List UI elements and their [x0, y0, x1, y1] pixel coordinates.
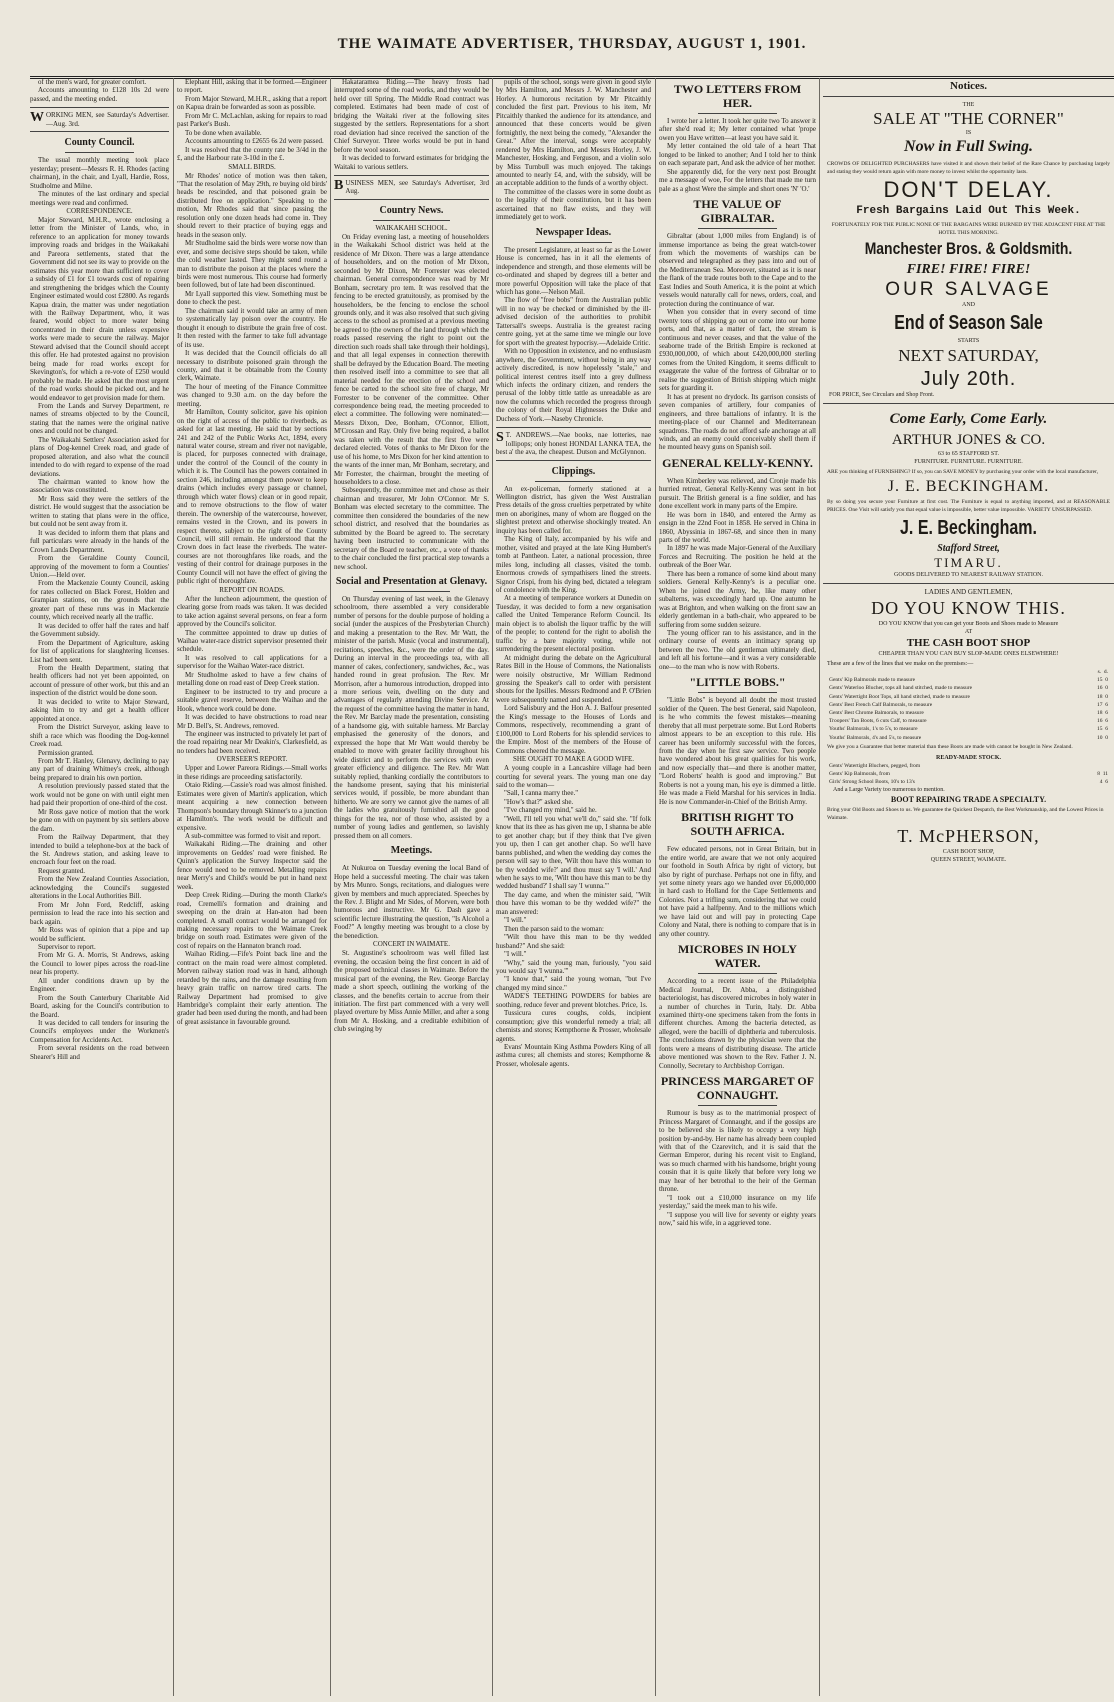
paragraph: Gibraltar (about 1,000 miles from England) is of immense importance as being the great watch-tower from which the movements of warships can be observed and telegraphed as they pass into and out of the Mediterranean Sea. Moreover, situated as it is near the flank of the trade routes both to the Cape and to the East Indies and South America, it is the point at which vessels would naturally call for news, orders, coal, and protection during the continuance of war.: [659, 232, 816, 308]
price-pence: 6: [1105, 710, 1108, 717]
price-row: [823, 725, 1114, 733]
notice-text: USINESS MEN, see Saturday's Advertiser, 3rd Aug.: [345, 178, 489, 196]
paragraph: The minutes of the last ordinary and special meetings were read and confirmed.: [30, 190, 169, 207]
paragraph: The usual monthly meeting took place yesterday; present—Messrs R. H. Rhodes (acting chairman), in the chair, and Lyall, Hardie, Ross, Studholme and Milne.: [30, 156, 169, 190]
price-item: Gents' Watertight Boot Tops, all hand stitched, made to measure: [829, 693, 970, 700]
price-pence: 0: [1105, 677, 1108, 684]
paragraph: A sub-committee was formed to visit and report.: [185, 831, 321, 840]
paragraph: It was decided to call tenders for insuring the Council's employees under the Workmen's Compensation for Accidents Act.: [30, 1019, 169, 1044]
section-heading: TWO LETTERS FROM HER.: [673, 82, 802, 110]
paragraph: The engineer was instructed to privately let part of the road repairing near Mr Deakin's, Clarkesfield, as no tenders had been received.: [177, 729, 327, 755]
paragraph: It was resolved that the county rate be 3/4d in the £, and the Harbour rate 3-10d in the £.: [177, 145, 327, 163]
heading-rule: [698, 1105, 777, 1106]
paragraph: In 1897 he was made Major-General of the Auxiliary Forces and Recruiting. The position he held at the outbreak of the Boer War.: [659, 544, 816, 570]
price-header-d: d.: [1103, 669, 1108, 675]
paragraph: The King of Italy, accompanied by his wife and mother, visited and prayed at the late King Humbert's tomb at Pantheon. Later, a national procession, three miles long, including all classes, visited the tomb. Enormous crowds of sympathisers lined the streets. Signor Crispi, from his dying bed, dictated a telegram of condolence with the King.: [496, 535, 651, 595]
paragraph: Supervisor to report.: [38, 942, 96, 951]
paragraph: "Sall, I canna marry thee.": [504, 789, 579, 798]
drop-cap: S: [496, 430, 504, 446]
section-heading: "LITTLE BOBS.": [689, 675, 786, 690]
ad-beckingham-bold: J. E. Beckingham.: [900, 517, 1037, 539]
paragraph: Rumour is busy as to the matrimonial prospect of Princess Margaret of Connaught, and if the gossips are to be believed she is likely to occupy a very high position by-and-by. Her name has already been coupled with that of the Czarevitch, and it is said that the German Emperor, during his recent visit to England, was so much charmed with his handsome, bright young cousin that it is quite likely that before very long we may hear of her betrothal to the heir of the German throne.: [659, 1109, 816, 1194]
notice: [334, 175, 489, 200]
ad-next-saturday: NEXT SATURDAY,: [898, 346, 1039, 365]
paragraph: "I will.": [504, 950, 527, 959]
paragraph: "Wilt thou have this man to be thy wedded husband?" And she said:: [496, 933, 651, 950]
section-heading: GENERAL KELLY-KENNY.: [662, 455, 813, 470]
paragraph: Waikakahi Riding.—The draining and other improvements on Geddes' road were finished. Re Quinn's application the Survey Inspector said the fence would need to be removed. Metalling repairs near Merry's and Child's would be put in hand next week.: [177, 840, 327, 891]
heading-rule: [698, 973, 777, 974]
price-shillings: 18: [1097, 693, 1103, 700]
column-rule: [330, 78, 331, 1696]
ad-bring-boots: Bring your Old Boots and Shoes to us. We guarantee the Quickest Despatch, the Best Workmanship, and the Lowest Prices in Waimate.: [827, 807, 1104, 822]
column-4: [496, 78, 651, 1694]
paragraph: "Little Bobs" is beyond all doubt the most trusted soldier of the Queen. The best General, said Napoleon, is he who commits the fewest mistakes—meaning thereby that all must perpetrate some. But Lord Roberts almost appears to be an exception to this rule. His career has been uniformly successful with the forces, from the day when he first saw service. Two people have wondered about his great qualities for his work, and now especially that—and there is another matter, "Lord Roberts' health is good and improving." But Roberts is not a young man, his eye is dimmed a little. He was made a Field Marshal for his services in India. He is now Commander-in-Chief of the British Army.: [659, 696, 816, 806]
notices-heading: Notices.: [950, 80, 987, 92]
section-heading: Meetings.: [390, 845, 433, 857]
ad-fresh-bargains: Fresh Bargains Laid Out This Week.: [856, 205, 1081, 217]
paragraph: Mr Studholme said the birds were worse now than ever, and some decisive steps should be taken, while the cold weather lasted. They might send round a man to distribute the poison at the places where the birds were most numerous. This course had formerly been followed, but of late had been discontinued.: [177, 239, 327, 290]
paragraph: From the Geraldine County Council, approving of the movement to form a Counties' Union.—Held over.: [30, 554, 169, 580]
price-row: [823, 693, 1114, 701]
price-shillings: 8: [1097, 771, 1100, 778]
subheading: CONCERT IN WAIMATE.: [373, 940, 450, 949]
heading-rule: [373, 591, 451, 592]
ad-these-lines: These are a few of the lines that we make on the premises:—: [827, 661, 974, 667]
paragraph: From the New Zealand Counties Association, acknowledging the Council's suggested alterations in the Local Authorities Bill.: [30, 875, 169, 901]
paragraph: Mr Hamilton, County solicitor, gave his opinion on the right of access of the public to riverbeds, as asked for at last meeting. He said that by sections 241 and 242 of the Public Works Act, 1894, every natural water course, stream and river not navigable, is placed, for purposes connected with drainage, under the control of the Council of the county in which it is. The Council has the powers contained in section 246, including amongst them power to keep drains (which includes every passage or channel, through which water flows) clean or in good repair, and to remove obstructions to the flow of water therein. The ownership of the watercourse, however, remains vested in the Crown, and its powers in respect thereto, subject to the right of the County Council, will still remain. He understood that the Crown does in fact lease the riverbeds. The water-courses are not thoroughfares like roads, and the vesting of their control for drainage purposes in the County Council will not have the effect of giving the public right of thoroughfare.: [177, 408, 327, 586]
advertisements-column: [823, 78, 1114, 1694]
paragraph: The chairman said it would take an army of men to systematically lay poison over the country. He thought it enough to distribute the grain free of cost. It then rested with the farmer to take full advantage of its use.: [177, 306, 327, 349]
paragraph: The present Legislature, at least so far as the Lower House is concerned, has in it all the elements of independence and strength, and those elements will be co-ordinated and shaped by degrees till a better and more powerful Opposition will take the place of that which has gone.—Nelson Mail.: [496, 245, 651, 296]
subheading: REPORT ON ROADS.: [219, 585, 285, 594]
paragraph: From Mr T. Hanley, Glenavy, declining to pay any part of draining Whitney's creek, although being prepared to drain his own portion.: [30, 756, 169, 782]
subheading: OVERSEER'S REPORT.: [216, 755, 288, 764]
price-item: Troopers' Tan Boots, 6 cuts Calf, to measure: [829, 718, 927, 725]
price-list: [823, 676, 1114, 742]
drop-cap: W: [30, 110, 44, 126]
price-row: [823, 734, 1114, 742]
ad-arthur-jones: ARTHUR JONES & CO.: [891, 432, 1046, 448]
divider: [823, 403, 1114, 404]
heading-rule: [698, 841, 777, 842]
paragraph: Mr Ross was of opinion that a pipe and tap would be sufficient.: [30, 926, 169, 943]
ad-do-you-know-text: DO YOU KNOW that you can get your Boots and Shoes made to Measure: [878, 621, 1059, 627]
paragraph: A resolution previously passed stated that the work would not be gone on with until eight men had paid their proportion of one-third of the cost.: [30, 782, 169, 808]
price-shillings: 15: [1097, 677, 1103, 684]
paragraph: Mr Studholme asked to have a few chains of metalling done on road east of Deep Creek station.: [177, 670, 327, 688]
paragraph: When you consider that in every second of time twenty tons of shipping go out or come into our home ports, and that, as a matter of fact, the stream is continuous and never ceases, and that the value of the seaborne trade of the British Empire is reckoned at £930,000,000, of which about £420,000,000 sterling comes from the United Kingdom, it seems difficult to exaggerate the value of the fortress of Gibraltar or to realise the suggestion of British shipping which might sets for guarding it.: [659, 308, 816, 393]
paragraph: He was born in 1840, and entered the Army as ensign in the 22nd Foot in 1858. He served in China in 1860, Abyssinia in 1867-68, and since then in many parts of the world.: [659, 510, 816, 545]
price-pence: 6: [1105, 726, 1108, 733]
ad-crowds-text: CROWDS OF DELIGHTED PURCHASERS have visited it and shown their belief of the Rare Chance by purchasing largely and stating they would return again with more money to invest whilst the opportunity lasts.: [827, 161, 1110, 175]
ad-goods-delivered: GOODS DELIVERED TO NEAREST RAILWAY STATION.: [894, 572, 1043, 578]
ad-the: THE: [962, 102, 975, 108]
price-shillings: 18: [1097, 710, 1103, 717]
column-rule: [492, 78, 493, 1696]
price-shillings: 16: [1097, 718, 1103, 725]
paragraph: From the Mackenzie County Council, asking for rates collected on Black Forest, Holden and Grampian stations, on the grounds that the greater part of these runs was in Mackenzie county, which received nearly all the traffic.: [30, 579, 169, 622]
ad-starts: STARTS: [957, 338, 980, 344]
paragraph: To be done when available.: [185, 128, 262, 137]
paragraph: "I will.": [504, 916, 527, 925]
price-item: Youths' Balmorals, 4's and 5's, to measure: [829, 734, 922, 741]
paragraph: Tussicura cures coughs, colds, incipient consumption; give this wonderful remedy a trial; all chemists and stores; Kempthorne & Prosser, wholesale agents.: [496, 1009, 651, 1043]
price-item: Gents' Waterloo Blucher, tops all hand stitched, made to measure: [829, 685, 973, 692]
paragraph: From Mr C. McLachlan, asking for repairs to road past Parker's Bush.: [177, 111, 327, 129]
paragraph: A young couple in a Lancashire village had been courting for several years. The young man one day said to the woman—: [496, 764, 651, 789]
paragraph: Mr Ross gave notice of motion that the work be gone on with on payment by six settlers above the dam.: [30, 807, 169, 833]
paragraph: It was decided to write to Major Steward, asking him to try and get a health officer appointed at once.: [30, 697, 169, 723]
ad-by-so-doing: By so doing you secure your Furniture at first cost. The Furniture is equal to anything imported, and at REASONABLE PRICES. One Visit will satisfy you that equal value is impossible, better value impossible. VARIETY UNSURPASSED.: [827, 499, 1110, 513]
ad-boot-repairing: BOOT REPAIRING TRADE A SPECIALTY.: [890, 795, 1047, 805]
paragraph: Evans' Mountain King Asthma Powders King of all asthma cures; all chemists and stores; Kempthorne & Prosser, wholesale agents.: [496, 1043, 651, 1068]
price-item: Gents' Best French Calf Balmorals, to measure: [829, 701, 933, 708]
ad-ladies: LADIES AND GENTLEMEN,: [924, 588, 1013, 596]
paragraph: "I suppose you will live for seventy or eighty years now," said his wife, in a aggrieved tone.: [659, 1210, 816, 1228]
ad-furniture: FURNITURE. FURNITURE. FURNITURE.: [914, 459, 1023, 465]
subheading: SMALL BIRDS.: [228, 162, 276, 171]
section-heading: Country News.: [379, 204, 444, 216]
paragraph: Mr Lyall supported this view. Something must be done to check the pest.: [177, 289, 327, 307]
ad-sale-at-the-corner: SALE AT "THE CORNER": [873, 109, 1064, 128]
paragraph: WADE'S TEETHING POWDERS for babies are soothing, reduce fever and prevent blotches. Price, 1s.: [496, 992, 651, 1009]
paragraph: Otaio Riding.—Cassie's road was almost finished. Estimates were given of Martin's application, which meant acquiring a new connection between Thompson's boundary through Skinner's to a junction at Hamilton's. The work would be difficult and expensive.: [177, 781, 327, 832]
price-item: Gents' Watertight Bluchers, pegged, from: [829, 762, 921, 769]
ad-cheaper: CHEAPER THAN YOU CAN BUY SLOP-MADE ONES ELSEWHERE!: [878, 651, 1059, 657]
ad-large-variety: And a Large Variety too numerous to mention.: [833, 787, 945, 794]
price-row: [823, 717, 1114, 725]
paragraph: It was decided that the Council officials do all necessary to distribute poisoned grain through the county, and that it be obtainable from the County clerk, Waimate.: [177, 349, 327, 383]
ad-stafford-st: 63 to 65 STAFFORD ST.: [938, 451, 999, 457]
paragraph: All under conditions drawn up by the Engineer.: [30, 976, 169, 994]
section-heading: PRINCESS MARGARET OF CONNAUGHT.: [660, 1074, 815, 1103]
paragraph: From Mr John Ford, Redcliff, asking permission to lead the race into his section and back again.: [30, 900, 169, 926]
price-pence: 6: [1105, 701, 1108, 708]
paragraph: "Why," said the young man, furiously, "you said you would say 'I wunna.'": [496, 958, 651, 975]
paragraph: It was resolved to call applications for a supervisor for the Waihao Water-race district.: [177, 653, 327, 671]
ad-cash-boot-shop-2: CASH BOOT SHOP,: [942, 849, 995, 856]
section-heading: Social and Presentation at Glenavy.: [335, 576, 488, 588]
heading-rule: [373, 220, 451, 221]
subheading: WAIKAKAHI SCHOOL.: [375, 223, 448, 232]
price-item: Gents' Kip Balmorals made to measure: [829, 677, 916, 684]
paragraph: The committee of the classes were in some doubt as to the legality of their constitution, but it has been ascertained that no flaw exists, and they will immediately get to work.: [496, 187, 651, 222]
ad-do-you-know-this: DO YOU KNOW THIS.: [871, 598, 1066, 618]
price-row: [823, 701, 1114, 709]
ad-stafford-street: Stafford Street,: [937, 543, 1000, 554]
paragraph: After the luncheon adjournment, the question of clearing gorse from roads was taken. It was decided to take action against several persons, on fear a form approved by the Council's solicitor.: [177, 594, 327, 629]
paragraph: St. Augustine's schoolroom was well filled last evening, the occasion being the first concert in aid of the proposed technical classes in Waimate. Before the musical part of the evening, the Rev. George Barclay made a short speech, outlining the working of the classes, and the benefits certain to accrue from their initiation. The first part commenced with a very well played overture by Miss Annie Miller, and after a song from Mr A. Hosking, and a creditable exhibition of club swinging by: [334, 949, 489, 1034]
price-item: Gents' Best Chrome Balmorals, to measure: [829, 710, 924, 717]
paragraph: At midnight during the debate on the Agricultural Rates Bill in the House of Commons, the Nationalists were noisily obstructive, Mr William Redmond grossing the Speaker's call to order with persistent shouts for the Ipsilles. Messrs Redmond and P. O'Brien were subsequently named and suspended.: [496, 653, 651, 704]
column-rule: [819, 78, 820, 1696]
paragraph: According to a recent issue of the Philadelphia Medical Journal, Dr. Abba, a distinguished bacteriologist, has discovered microbes in holy water in a number of churches in Turin, Italy. Dr. Abba examined thirty-one specimens taken from the fonts in different churches. Among the bacteria detected, as alleged, were the bacilli of diphtheria and tuberculosis. The conclusions drawn by the physician were that the fonts were a means of distributing disease. The article above mentioned was shown to the Rev. Father J. N. Connolly, Secretary to Archbishop Corrigan.: [659, 977, 816, 1070]
heading-rule: [535, 481, 613, 482]
paragraph: The young officer ran to his assistance, and in the ordinary course of events an intimacy sprang up between the two. The old gentleman ultimately died, and left all his fortune—and it was a very considerable one—to the man who is now with Roberts.: [659, 629, 816, 671]
paragraph: The hour of meeting of the Finance Committee was changed to 9.30 a.m. on the day before the meeting.: [177, 382, 327, 408]
price-row: [823, 762, 1114, 770]
paragraph: From the District Surveyor, asking leave to shift a race which was flooding the Dog-kennel Creek road.: [30, 723, 169, 749]
paragraph: Subsequently, the committee met and chose as their chairman and treasurer, Mr John O'Connor. Mr S. Bonham was elected secretary to the committee. The committee then considered the boundaries of the new school district, and resolved that the boundaries as submitted by the Board be agreed to. The secretary having been instructed to communicate with the secretary of the Board re teacher, etc., a vote of thanks to the chair concluded the first practical step towards a new school.: [334, 486, 489, 571]
ad-ready-made: READY-MADE STOCK.: [935, 754, 1001, 761]
paragraph: Permission granted.: [38, 748, 94, 757]
column-rule: [655, 78, 656, 1696]
masthead: [30, 12, 1114, 79]
price-shillings: 17: [1097, 701, 1103, 708]
paragraph: "I've changed my mind," said he.: [504, 806, 597, 815]
paragraph: Upper and Lower Pareora Ridings.—Small works in these ridings are proceeding satisfactorily.: [177, 764, 327, 781]
notice: [496, 427, 651, 460]
paragraph: Engineer to be instructed to try and procure a suitable gravel reserve, between the Waihao and the Hook, whence work could be done.: [177, 687, 327, 713]
paragraph: From Major Steward, M.H.R., asking that a report on Kapua drain be forwarded as soon as possible.: [177, 94, 327, 112]
section-heading: THE VALUE OF GIBRALTAR.: [693, 197, 782, 226]
column-5: [659, 78, 816, 1694]
paragraph: pupils of the school, songs were given in good style by Mrs Hamilton, and Messrs J. W. Manchester and Horley. A humorous recitation by Mr Pitcaithly concluded the first part. Previous to his item, Mr Pitcaithly thanked the audience for its attendance, and announced that these concerts would be given fortnightly, the next being the comedy, "Alexander the Great." After the interval, songs were acceptably rendered by Mrs Hamilton, and Messrs Horley, J. W. Manchester, Hosking, and Ferguson, and a violin solo by Miss Turnbull was much enjoyed. The takings amounted to nearly £4, and, with the subsidy, will be an acceptable addition to the funds of a worthy object.: [496, 78, 651, 188]
paragraph: Mr Rhodes' notice of motion was then taken, "That the resolation of May 29th, re buying old birds' heads be rescinded, and that poisoned grain be distributed free on application." Speaking to the motion, Mr Rhodes said that since passing the resolution only one dozen heads had come in. They should revert to their practice of buying eggs and heads in the season only.: [177, 171, 327, 239]
price-pence: 11: [1102, 771, 1108, 778]
paragraph: From the Health Department, stating that health officers had not yet been appointed, on account of pressure of other work, but this and an inspection of the district would be done soon.: [30, 664, 169, 698]
price-row: [823, 778, 1114, 786]
ad-dont-delay: DON'T DELAY.: [883, 177, 1054, 202]
section-heading: County Council.: [64, 137, 135, 149]
ad-end-of-season-sale: End of Season Sale: [894, 312, 1043, 334]
paragraph: At Nukuroa on Tuesday evening the local Band of Hope held a successful meeting. The chair was taken by Mrs Munro. Songs, recitations, and dialogues were given by members and much appreciated. Speeches by the Rev. J. Blight and Mr Sides, of Morven, were both humorous and instructive. Mr G. Dash gave a scientific lecture illustrating the question, "Is Alcohol a Food?" A lengthy meeting was brought to a close by the benediction.: [334, 864, 489, 940]
masthead-title: THE WAIMATE ADVERTISER, THURSDAY, AUGUST 1, 1901.: [337, 36, 807, 52]
ad-july-20th: July 20th.: [920, 368, 1017, 390]
paragraph: At a meeting of temperance workers at Dunedin on Tuesday, it was decided to form a new organisation called the United Temperance Reform Council. Its main object is to abolish the liquor traffic by the will of the people; to contend for the right to abolish the traffic by a bare majority voting, while not surrendering the present electoral position.: [496, 594, 651, 654]
heading-rule: [698, 228, 777, 229]
ad-we-give: We give you a Guarantee that better material than these Boots are made with cannot be bought in New Zealand.: [827, 743, 1073, 750]
section-heading: BRITISH RIGHT TO SOUTH AFRICA.: [681, 810, 794, 839]
price-row: [823, 676, 1114, 684]
notice-text: T. ANDREWS.—Nae books, nae lotteries, nae lollipops; only honest HONDAI LANKA TEA, the best a' the ava, the cheapest. Dutson and McGlynnon.: [496, 431, 651, 457]
paragraph: Accounts amounting to £2655 6s 2d were passed.: [185, 137, 324, 146]
paragraph: It was decided to forward estimates for bridging the Waitaki to various settlers.: [334, 154, 489, 171]
paragraph: of the men's ward, for greater comfort.: [38, 78, 147, 86]
price-pence: 0: [1105, 734, 1108, 741]
divider: [823, 96, 1114, 97]
subheading: CORRESPONDENCE.: [66, 206, 133, 215]
heading-rule: [535, 242, 613, 243]
price-pence: 6: [1105, 718, 1108, 725]
ad-fire: FIRE! FIRE! FIRE!: [906, 262, 1031, 277]
ad-at: AT: [964, 629, 973, 635]
ad-beckingham-name: J. E. BECKINGHAM.: [887, 478, 1050, 495]
notice: [30, 107, 169, 132]
paragraph: Request granted.: [38, 866, 86, 875]
heading-rule: [698, 113, 777, 114]
heading-rule: [698, 473, 777, 474]
ad-are-you-furnishing: ARE you thinking of FURNISHING? If so, you can SAVE MONEY by purchasing your order with the local manufacturer,: [827, 469, 1099, 475]
paragraph: It was decided to offer half the rates and half the Government subsidy.: [30, 621, 169, 639]
price-shillings: 4: [1099, 779, 1103, 786]
paragraph: I wrote her a letter. It took her quite two To answer it after she'd read it; My letter contained what 'prope owen you Have written—at least you have said it.: [659, 117, 816, 142]
paragraph: She apparently did, for the very next post Brought me a message of woe, For the letters that made me turn pale as a ghost Were the simple and short ones 'N' 'O.': [659, 167, 816, 193]
paragraph: "I took out a £10,000 insurance on my life yesterday," said the meek man to his wife.: [659, 1193, 816, 1211]
paragraph: From several residents on the road between Shearer's Hill and: [30, 1044, 169, 1061]
ad-full-swing: Now in Full Swing.: [904, 138, 1033, 155]
paragraph: The chairman wanted to know how the association was constituted.: [30, 478, 169, 495]
price-item: Girls' Strong School Boots, 10's to 13's: [829, 779, 915, 786]
paragraph: On Friday evening last, a meeting of householders in the Waikakahi School district was held at the residence of Mr Dixon. There was a large attendance of householders, and on the motion of Mr Dixon, seconded by Mr Dixon, Mr Forrester was elected chairman. General correspondence was read by Mr Bonham, secretary pro tem. It was resolved that the fencing to be erected gratuitously, as promised by the householders, be the fencing to enclose the school grounds only, and it was also resolved that such giving access to the school as promised at a previous meeting be agreed to (the owners of the land through which the roads passed reserving the right to point out the direction such roads shall take through their holdings), and that all legal expenses in connection therewith shall be defrayed by the Education Board. The meeting then resolved itself into a committee to see that all material needed for the erection of the school and fence be carted to the school site free of charge, Mr Forrester to be convener of the committee. Other correspondence being read, the meeting proceeded to elect a committee. The following were nominated:—Messrs Dixon, Dee, Bonham, O'Connor, Elliott, M'Crossan and Ray. Only five being required, a ballot was taken with the result that the first five were declared elected. Votes of thanks to Mr Dixon for the use of his home, to Mrs Dixon for her kind attention to the wants of the inner man, Mr Bonham, secretary, and Mr Forrester, the chairman, brought the meeting of householders to a close.: [334, 232, 489, 487]
price-pence: 0: [1105, 685, 1108, 692]
column-3: [334, 78, 489, 1694]
heading-rule: [698, 692, 777, 693]
heading-rule: [65, 152, 135, 153]
ad-mcpherson: T. McPHERSON,: [897, 826, 1040, 847]
paragraph: It has at present no drydock. Its garrison consists of seven companies of artillery, four companies of engineers, and three battalions of infantry. It is the meeting-place of our Channel and Mediterranean squadrons. The roads do not afford safe anchorage at all winds, and an enemy could conceivably shell them if he mounted heavy guns on Spanish soil.: [659, 392, 816, 452]
paragraph: From the Railway Department, that they intended to build a telephone-box at the back of the St. Andrews station, and asking leave to encroach four feet on the road.: [30, 833, 169, 867]
price-header-s: s.: [1097, 669, 1102, 675]
paragraph: Then the parson said to the woman:: [504, 924, 604, 933]
ad-fortunately-text: FORTUNATELY FOR THE PUBLIC NONE OF THE BARGAINS WERE BURNED BY THE ADJACENT FIRE AT THE HOTEL THIS MORNING.: [831, 222, 1106, 236]
notice-text: ORKING MEN, see Saturday's Advertiser.—Aug. 3rd.: [46, 111, 169, 128]
paragraph: On Thursday evening of last week, in the Glenavy schoolroom, there assembled a very considerable number of persons for the double purpose of holding a social (under the auspices of the Presbyterian Church) and making a presentation to the Rev. Mr Watt, the minister of the parish. Music (vocal and instrumental), recitations, speeches, &c., were the order of the day. During an interval in the proceedings tea, with all manner of cakes, confectionery, sandwiches, &c., was handed round in great profusion. The Rev. Mr Morrison, after a humorous introduction, dropped into a more serious vein, dwelling on the duty and advantages of regularly attending Divine Service. At the request of the committee having the matter in hand, the Rev. Mr Barclay made the presentation, consisting of a handsome gig, with suitable harness. Mr Barclay emphasised the generosity of the donors, and expressed the hope that Mr Watt would thereby be enabled to move with greater facility throughout his wide district and to perform the services with even greater efficiency and diligence. The Rev. Mr Watt suitably replied, thanking cordially the contributors to the handsome present, saying that his ministerial services would, if possible, be more abundant than hitherto. We are sorry we cannot give the names of all the ladies who gratuitously furnished all the good things for the tea, nor of those who, assisted by a number of young ladies and gentlemen, so lavishly pressed them on all comers.: [334, 595, 489, 840]
ad-manchester-bros: Manchester Bros. & Goldsmith.: [864, 239, 1073, 258]
ad-queen-street: QUEEN STREET, WAIMATE.: [930, 857, 1007, 864]
divider: [823, 583, 1114, 584]
paragraph: The flow of "free bobs" from the Australian public will in no way be checked or diminished by the ill-advised decision of the authorities to prohibit Tattersall's sweeps. Australia is the greatest racing centre going, yet at the same time we mingle our love for sport with the greatest hypocrisy.—Adelaide Critic.: [496, 296, 651, 347]
paragraph: My letter contained the old tale of a heart That longed to be linked to another; And I told her to think on each separate part, And ask the advice of her mother.: [659, 142, 816, 168]
paragraph: The day came, and when the minister said, "Wilt thou have this woman to be thy wedded wife?" the man answered:: [496, 890, 651, 916]
paragraph: "How's that?" asked she.: [504, 797, 574, 806]
price-shillings: 15: [1097, 726, 1103, 733]
ready-list: [823, 762, 1114, 787]
price-row: [823, 770, 1114, 778]
price-item: Youths' Balmorals, 1's to 5's, to measure: [829, 726, 918, 733]
ad-cash-boot-shop: THE CASH BOOT SHOP: [906, 637, 1031, 649]
section-heading: MICROBES IN HOLY WATER.: [678, 942, 797, 971]
paragraph: "I know that," said the young woman, "but I've changed my mind since.": [496, 975, 651, 992]
paragraph: From the South Canterbury Charitable Aid Board, asking for the Council's contribution to the Board.: [30, 993, 169, 1019]
ad-is: IS: [965, 130, 972, 136]
price-shillings: 16: [1097, 685, 1103, 692]
drop-cap: B: [334, 177, 344, 193]
price-header: [823, 668, 1114, 676]
paragraph: With no Opposition in existence, and no enthusiasm anywhere, the Government, without being in any way actively discredited, is now hopelessly "stale," and political interest centres itself into a grey dullness which infects the ordinary citizen, and renders the perusal of the lobby tittle tattle as unreadable as are now the columns which recorded the progress through the colony of their Royal Highnesses the Duke and Duchess of York.—Naseby Chronicle.: [496, 347, 651, 423]
price-pence: 6: [1105, 779, 1108, 786]
paragraph: The committee appointed to draw up duties of Waihao water-race district supervisor presented their schedule.: [177, 628, 327, 654]
ad-our-salvage: OUR SALVAGE: [885, 279, 1052, 300]
paragraph: From Mr G. A. Morris, St Andrews, asking the Council to lower pipes across the road-line near his property.: [30, 951, 169, 977]
price-pence: 0: [1105, 693, 1108, 700]
paragraph: Elephant Hill, asking that it be formed.—Engineer to report.: [177, 78, 327, 95]
paragraph: When Kimberley was relieved, and Cronje made his hurried retreat, General Kelly-Kenny was sent in hot pursuit. The British general is a fine soldier, and has done excellent work in many parts of the Empire.: [659, 476, 816, 511]
ad-come-early: Come Early, Come Early.: [889, 411, 1048, 427]
paragraph: Few educated persons, not in Great Britain, but in the entire world, are aware that we not only acquired our foothold in South Africa by right of victory, but also by right of purchase. Perhaps not one in fifty, and yet some ninety years ago we handed over £6,000,000 in hard cash to Holland for the Cape Settlements and Colonies. Not a trifling sum, considering that we could not have paid a halfpenny. And to the millions which we have laid out and will pay in protecting Cape Colony and Natal, there is nothing to compare that is in any other country.: [659, 845, 816, 938]
paragraph: Accounts amounting to £128 10s 2d were passed, and the meeting ended.: [30, 86, 169, 103]
paragraph: It was decided to have obstructions to road near Mr D. Bell's, St. Andrews, removed.: [177, 713, 327, 730]
price-item: Gents' Kip Balmorals, from: [829, 771, 890, 778]
paragraph: From the Lands and Survey Department, re names of streams objected to by the Council, stating that the names were the original native ones and could not be changed.: [30, 401, 169, 436]
column-2: [177, 78, 327, 1694]
paragraph: Mr Ross said they were the settlers of the district. He would suggest that the association be written to stating that plans were in the office, but could not be sent away from it.: [30, 494, 169, 529]
paragraph: "Well, I'll tell you what we'll do," said she. "If folk know that its thee as has given me up, I shanna be able to get another chap; but if they think that I've given you up, then I can get another chap. So we'll have banns published, and when the wedding day comes the person will say to thee, 'Wilt thou have this woman to be thy wedded wife?' and thou must say 'I will.' And when he says to me, 'Wilt thou have this man to be thy wedded husband?' I shall say 'I wunna.'": [496, 814, 651, 891]
section-heading: Clippings.: [551, 465, 596, 477]
paragraph: There has been a romance of some kind about many soldiers. General Kelly-Kenny's is a peculiar one. When he joined the Army, he, like many other subalterns, was exceedingly hard up. One autumn he was at Brighton, and when walking on the front saw an elderly gentleman in a bath-chair, who appeared to be suffering from some sudden seizure.: [659, 569, 816, 629]
paragraph: It was decided to inform them that plans and full particulars were already in the hands of the Crown Lands Department.: [30, 528, 169, 554]
paragraph: Hakataramea Riding.—The heavy frosts had interrupted some of the road works, and they would be held over till Spring. The Middle Road contract was completed. Estimates had been made of cost of bridging the Waitaki river at the following sites suggested by the settlers. Representations for a short road deviation had since received the sanction of the Chief Surveyor. Three works would be put in hand before the wool season.: [334, 78, 489, 154]
ad-and: AND: [962, 302, 975, 308]
paragraph: Lord Salisbury and the Hon A. J. Balfour presented the King's message to the Houses of Lords and Commons, respectively, recommending a grant of £100,000 to Lord Roberts for his splendid services to the Empire. Most of the members of the House of Commons cheered the message.: [496, 704, 651, 755]
subheading: SHE OUGHT TO MAKE A GOOD WIFE.: [512, 755, 635, 764]
ad-for-price: FOR PRICE, See Circulars and Shop Front.: [829, 392, 935, 398]
paragraph: The Waikakahi Settlers' Association asked for plans of Dog-kennel Creek road, and grade of proposed alteration, and also what the council intended to do with regard to expense of the road deviations.: [30, 435, 169, 478]
paragraph: An ex-policeman, formerly stationed at a Wellington district, has given the West Australian Press details of the gross cruelties perpetrated by white men on aborigines, many of whom are flogged on the slightest pretext and otherwise shockingly treated. An inquiry has been called for.: [496, 484, 651, 535]
section-heading: Newspaper Ideas.: [535, 226, 612, 238]
paragraph: Waihao Riding.—Fife's Point back line and the contract on the main road were almost completed. Morven railway station road was in hand, although retarded by the rains, and the damage resulting from heavy grain traffic on narrow tired carts. The Railway Department had promised to give Hambridge's complaint their early attention. The grader had been used during the month, and had been of great assistance in favourable ground.: [177, 950, 327, 1026]
paragraph: Major Steward, M.H.R., wrote enclosing a letter from the Minister of Lands, who, in reference to an application for money towards improving roads and bridges in the Waikakahi and Pareora settlements, stated that the Government did not see its way to provide on the estimates this year more than sufficient to cover a subsidy of £1 for £1 towards cost of repairing and strengthening the bridges which the County Engineer estimated would cost £2800. As regards Kapua drain, the matter was under negotiation with the Railway Department, who, it was feared, would object to more water being concentrated in their drain unless expensive works were made to secure the railway. Major Steward advised that the Council should accept this offer. He had protested against no provision being made for road works except for Skevington's, for which a re-vote of £250 would probably be made. He asked that the most urgent of the road works should be picked out, and he would endeavor to get provision made for them.: [30, 215, 169, 402]
price-row: [823, 684, 1114, 692]
price-row: [823, 709, 1114, 717]
price-shillings: 10: [1097, 734, 1103, 741]
ad-timaru: TIMARU.: [934, 555, 1003, 570]
paragraph: Deep Creek Riding.—During the month Clarke's road, Cremelli's formation and draining and sweeping on the drain at Han-aton had been completed. A small contract would be arranged for making necessary repairs to the Waimate Creek bridge on south road. Estimates were given of the cost of repairs on the Hannaton branch road.: [177, 891, 327, 950]
heading-rule: [373, 860, 451, 861]
paragraph: From the Department of Agriculture, asking for list of applications for slaughtering licenses. List had been sent.: [30, 638, 169, 664]
column-1: [30, 78, 169, 1694]
column-rule: [173, 78, 174, 1696]
